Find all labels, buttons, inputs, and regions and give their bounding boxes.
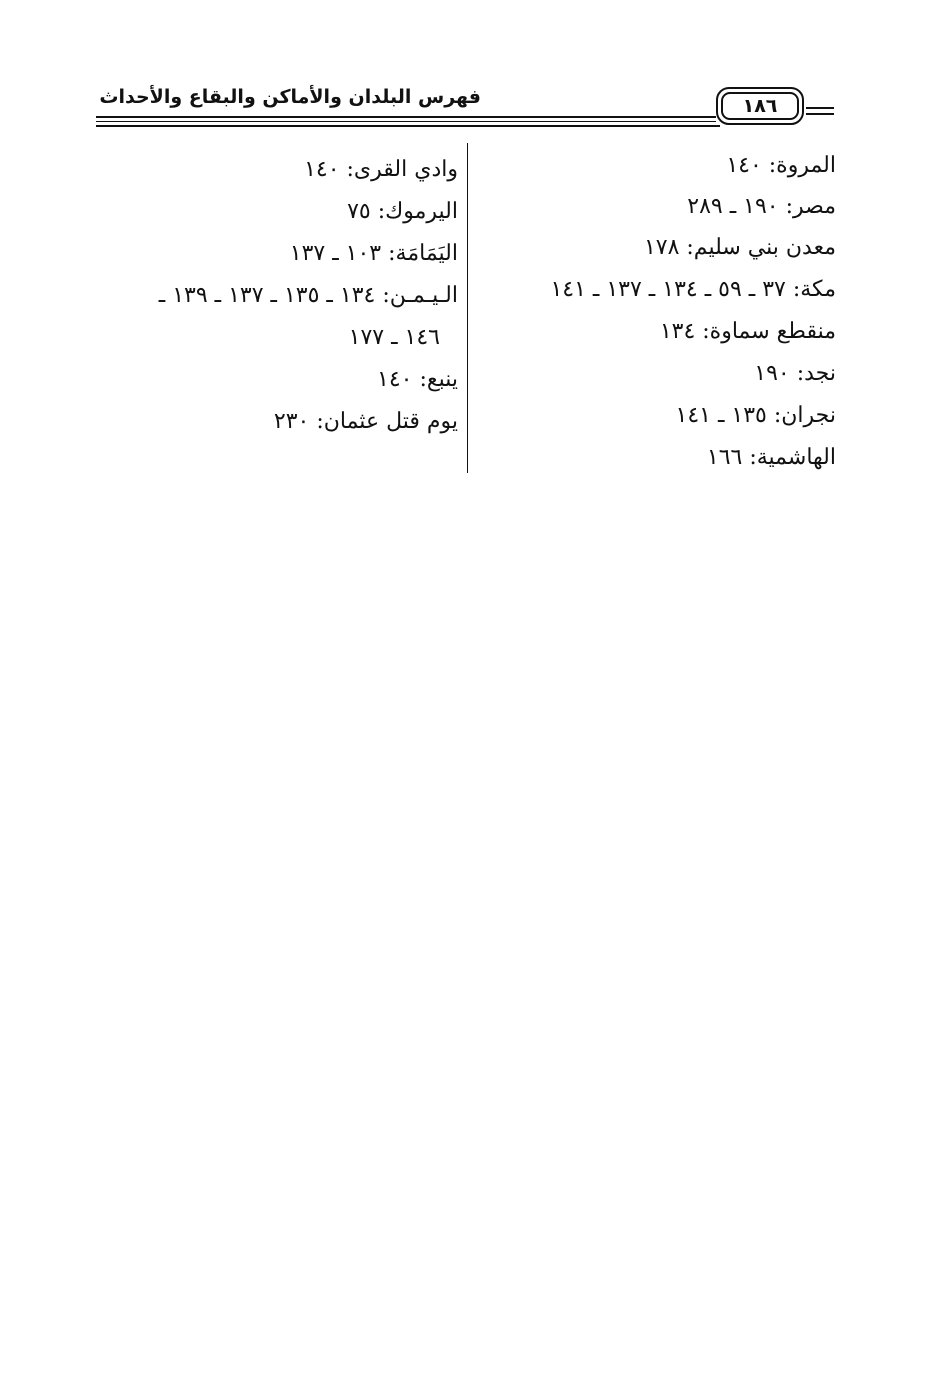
- running-header-title: فهرس البلدان والأماكن والبقاع والأحداث: [99, 86, 481, 108]
- index-entry: وادي القرى: ١٤٠: [304, 157, 458, 182]
- index-entry: نجد: ١٩٠: [754, 361, 836, 386]
- index-entry-continuation: ١٤٦ ـ ١٧٧: [348, 325, 440, 350]
- index-entry: مصر: ١٩٠ ـ ٢٨٩: [687, 194, 836, 219]
- header-rule-middle: [96, 121, 716, 122]
- header-rule-right-bottom: [806, 113, 834, 115]
- index-entry: الـيـمـن: ١٣٤ ـ ١٣٥ ـ ١٣٧ ـ ١٣٩ ـ: [158, 283, 458, 308]
- header-rule-top: [96, 116, 716, 118]
- index-entry: يوم قتل عثمان: ٢٣٠: [273, 409, 458, 434]
- column-divider: [467, 143, 468, 473]
- index-entry: مكة: ٣٧ ـ ٥٩ ـ ١٣٤ ـ ١٣٧ ـ ١٤١: [550, 277, 836, 302]
- index-entry: معدن بني سليم: ١٧٨: [643, 235, 836, 260]
- index-entry: المروة: ١٤٠: [726, 153, 836, 178]
- index-entry: منقطع سماوة: ١٣٤: [659, 319, 836, 344]
- index-entry: اليرموك: ٧٥: [347, 199, 458, 224]
- index-entry: الهاشمية: ١٦٦: [706, 445, 836, 470]
- header-rule-bottom: [96, 125, 720, 127]
- index-entry: نجران: ١٣٥ ـ ١٤١: [675, 403, 836, 428]
- page-number: ١٨٦: [721, 92, 799, 120]
- header-rule-right-top: [806, 107, 834, 109]
- index-entry: ينبع: ١٤٠: [377, 367, 458, 392]
- index-entry: اليَمَامَة: ١٠٣ ـ ١٣٧: [289, 241, 458, 266]
